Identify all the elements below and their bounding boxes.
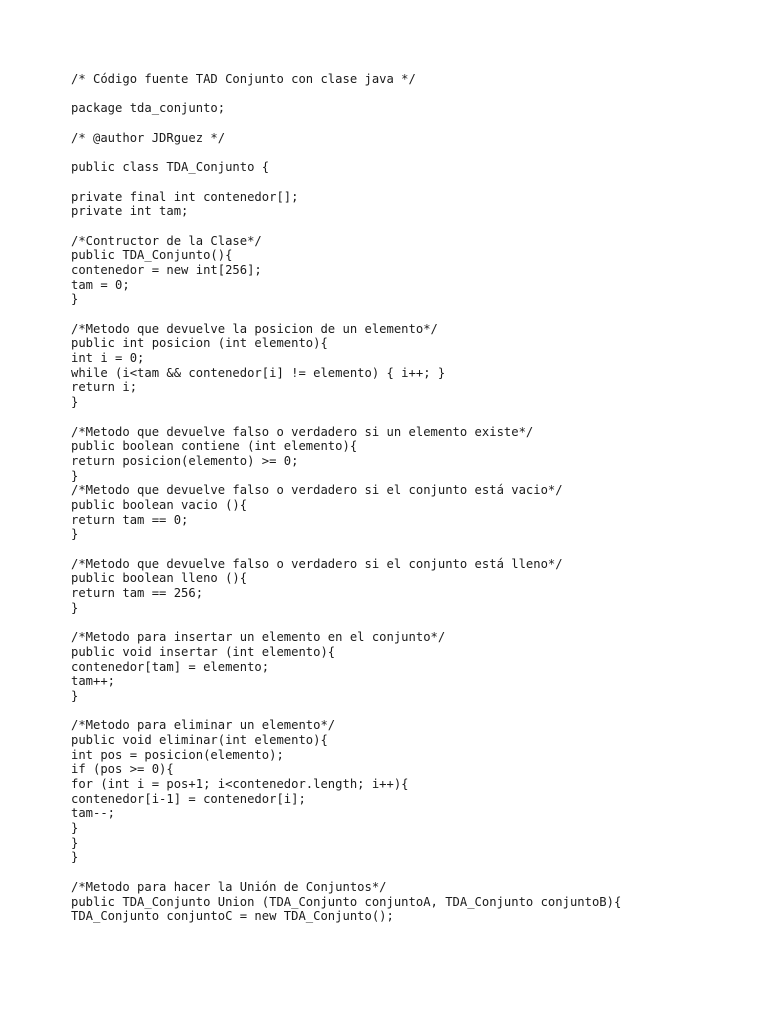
code-line: public class TDA_Conjunto { <box>71 160 270 175</box>
blank-line <box>71 307 751 322</box>
code-line: /*Metodo para hacer la Unión de Conjuntos*/ <box>71 879 387 894</box>
blank-line <box>71 865 751 880</box>
code-line: } <box>71 821 79 836</box>
code-line: /*Metodo que devuelve falso o verdadero si el conjunto está vacio*/ <box>71 483 563 498</box>
code-line: /*Metodo para insertar un elemento en el conjunto*/ <box>71 630 446 645</box>
code-line: } <box>71 292 79 307</box>
blank-line <box>71 175 751 190</box>
code-line: } <box>71 468 79 483</box>
code-line: return tam == 0; <box>71 512 189 527</box>
code-line: return i; <box>71 380 138 395</box>
blank-line <box>71 219 751 234</box>
code-line: } <box>71 395 79 410</box>
code-line: /* Código fuente TAD Conjunto con clase java */ <box>71 72 416 86</box>
code-line: public TDA_Conjunto Union (TDA_Conjunto conjuntoA, TDA_Conjunto conjuntoB){ <box>71 894 622 909</box>
blank-line <box>71 116 751 131</box>
blank-line <box>71 615 751 630</box>
code-line: return posicion(elemento) >= 0; <box>71 453 299 468</box>
code-line: } <box>71 527 79 542</box>
code-line: } <box>71 688 79 703</box>
code-line: contenedor[i-1] = contenedor[i]; <box>71 791 306 806</box>
code-line: /*Contructor de la Clase*/ <box>71 233 262 248</box>
code-line: TDA_Conjunto conjuntoC = new TDA_Conjunto(); <box>71 909 394 924</box>
code-listing <box>71 72 751 924</box>
code-line: while (i<tam && contenedor[i] != elemento) { i++; } <box>71 365 446 380</box>
code-line: } <box>71 835 79 850</box>
code-line: tam++; <box>71 674 116 689</box>
code-line: return tam == 256; <box>71 586 204 601</box>
code-line: public boolean vacio (){ <box>71 497 248 512</box>
code-line: package tda_conjunto; <box>71 101 226 116</box>
code-line: public boolean lleno (){ <box>71 571 248 586</box>
code-line: for (int i = pos+1; i<contenedor.length; i++){ <box>71 777 409 791</box>
code-line: public int posicion (int elemento){ <box>71 336 328 351</box>
code-line: contenedor[tam] = elemento; <box>71 659 270 674</box>
blank-line <box>71 704 751 719</box>
code-line: private int tam; <box>71 204 189 219</box>
blank-line <box>71 145 751 160</box>
code-line: } <box>71 850 79 865</box>
code-line: /* @author JDRguez */ <box>71 130 226 145</box>
code-line: public void eliminar(int elemento){ <box>71 732 328 747</box>
code-line: /*Metodo que devuelve falso o verdadero si el conjunto está lleno*/ <box>71 556 563 571</box>
code-line: /*Metodo que devuelve falso o verdadero si un elemento existe*/ <box>71 424 534 439</box>
code-line: /*Metodo para eliminar un elemento*/ <box>71 718 336 733</box>
code-line: tam--; <box>71 806 116 821</box>
code-line: } <box>71 600 79 615</box>
code-line: public void insertar (int elemento){ <box>71 644 336 659</box>
code-line: tam = 0; <box>71 277 130 292</box>
code-line: if (pos >= 0){ <box>71 762 174 777</box>
code-line: /*Metodo que devuelve la posicion de un elemento*/ <box>71 321 438 336</box>
code-line: public boolean contiene (int elemento){ <box>71 439 358 454</box>
code-line: int pos = posicion(elemento); <box>71 747 284 762</box>
blank-line <box>71 410 751 425</box>
blank-line <box>71 542 751 557</box>
code-line: private final int contenedor[]; <box>71 189 299 204</box>
code-line: int i = 0; <box>71 351 145 366</box>
blank-line <box>71 87 751 102</box>
code-line: contenedor = new int[256]; <box>71 262 262 277</box>
code-line: public TDA_Conjunto(){ <box>71 248 233 263</box>
